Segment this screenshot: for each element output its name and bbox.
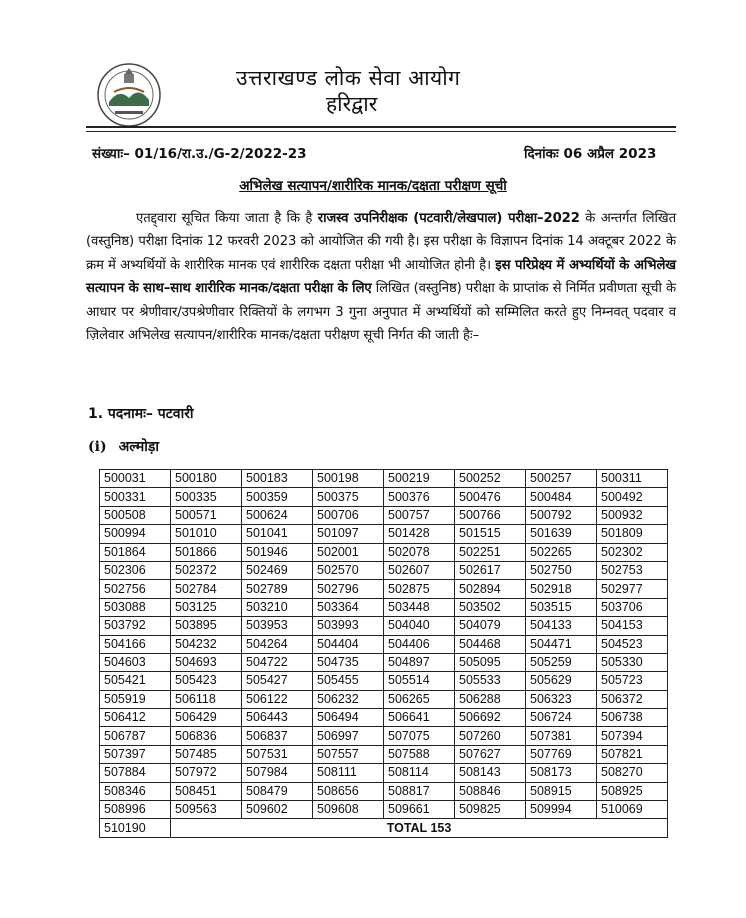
roll-number-cell: 510190 [100,819,171,837]
roll-number-cell: 505455 [313,672,384,690]
roll-number-cell: 505629 [526,672,597,690]
roll-number-cell: 504523 [597,635,668,653]
roll-number-cell: 500484 [526,488,597,506]
roll-number-cell: 504040 [384,617,455,635]
roll-number-table [99,469,668,838]
roll-number-cell: 507769 [526,745,597,763]
roll-number-cell: 507485 [171,745,242,763]
commission-emblem-icon [96,62,162,128]
roll-number-cell: 504079 [455,617,526,635]
roll-number-cell: 508656 [313,782,384,800]
roll-number-cell: 501428 [384,525,455,543]
roll-number-cell: 502302 [597,543,668,561]
roll-number-cell: 507627 [455,745,526,763]
roll-number-cell: 504897 [384,653,455,671]
roll-number-cell: 504404 [313,635,384,653]
roll-number-cell: 501866 [171,543,242,561]
roll-number-cell: 506118 [171,690,242,708]
roll-number-cell: 500335 [171,488,242,506]
roll-number-cell: 502372 [171,561,242,579]
roll-number-cell: 506641 [384,709,455,727]
roll-number-cell: 502251 [455,543,526,561]
roll-number-cell: 504735 [313,653,384,671]
roll-number-cell: 510069 [597,801,668,819]
roll-number-cell: 502977 [597,580,668,598]
roll-number-cell: 508996 [100,801,171,819]
roll-number-cell: 503953 [242,617,313,635]
table-row [100,709,668,727]
roll-number-cell: 502469 [242,561,313,579]
roll-number-cell: 504153 [597,617,668,635]
post-title: 1. पदनामः– पटवारी [88,406,194,422]
roll-number-cell: 508817 [384,782,455,800]
roll-number-cell: 507397 [100,745,171,763]
roll-number-cell: 502617 [455,561,526,579]
roll-number-cell: 508346 [100,782,171,800]
roll-number-cell: 502789 [242,580,313,598]
roll-number-cell: 503515 [526,598,597,616]
roll-number-cell: 507884 [100,764,171,782]
roll-number-cell: 506997 [313,727,384,745]
roll-number-cell: 503125 [171,598,242,616]
roll-number-cell: 508846 [455,782,526,800]
roll-number-cell: 501809 [597,525,668,543]
roll-number-cell: 506232 [313,690,384,708]
para-text-3: लिखित (वस्तुनिष्ठ) परीक्षा के प्राप्तांक से निर्मित प्रवीणता सूची के आधार पर श्रेणीवार/उपश्रेणीवार रिक्तियों के लगभग 3 गुना अनुपात में अभ्यर्थियों को सम्मिलित करते हुए निम्नवत् पदवार व ज़िलेवार अभिलेख सत्यापन/शारीरिक मानक/दक्षता परीक्षण सूची निर्गत की जाती हैः– [86,281,676,344]
roll-number-cell: 502756 [100,580,171,598]
roll-number-cell: 500624 [242,506,313,524]
roll-number-cell: 505723 [597,672,668,690]
roll-number-cell: 507260 [455,727,526,745]
table-row [100,598,668,616]
roll-number-cell: 506494 [313,709,384,727]
org-location: हरिद्वार [326,92,378,116]
roll-number-cell: 507972 [171,764,242,782]
table-row [100,782,668,800]
table-row [100,525,668,543]
roll-number-cell: 508143 [455,764,526,782]
roll-number-cell: 500198 [313,470,384,488]
roll-number-cell: 503895 [171,617,242,635]
table-row [100,690,668,708]
roll-number-cell: 503993 [313,617,384,635]
roll-number-cell: 506443 [242,709,313,727]
roll-number-cell: 505330 [597,653,668,671]
table-row [100,617,668,635]
notice-heading: अभिलेख सत्यापन/शारीरिक मानक/दक्षता परीक्षण सूची [239,178,507,194]
roll-number-cell: 508915 [526,782,597,800]
roll-number-cell: 503088 [100,598,171,616]
roll-number-cell: 502306 [100,561,171,579]
roll-number-cell: 502001 [313,543,384,561]
roll-number-cell: 502918 [526,580,597,598]
roll-number-cell: 509661 [384,801,455,819]
table-row [100,745,668,763]
roll-number-cell: 504722 [242,653,313,671]
roll-number-cell: 508451 [171,782,242,800]
roll-number-cell: 500031 [100,470,171,488]
roll-number-cell: 501639 [526,525,597,543]
roll-number-cell: 502078 [384,543,455,561]
roll-number-cell: 502894 [455,580,526,598]
roll-number-cell: 501946 [242,543,313,561]
roll-number-cell: 509608 [313,801,384,819]
roll-number-cell: 504133 [526,617,597,635]
roll-number-cell: 506837 [242,727,313,745]
roll-number-cell: 500492 [597,488,668,506]
roll-number-cell: 500376 [384,488,455,506]
roll-number-cell: 508925 [597,782,668,800]
district-heading [88,437,159,456]
roll-number-cell: 500257 [526,470,597,488]
roll-number-cell: 509994 [526,801,597,819]
roll-number-cell: 506412 [100,709,171,727]
roll-number-cell: 502750 [526,561,597,579]
roll-number-cell: 506429 [171,709,242,727]
roll-number-cell: 504693 [171,653,242,671]
roll-number-cell: 507984 [242,764,313,782]
date-value: 06 अप्रैल 2023 [563,146,657,162]
roll-number-cell: 502607 [384,561,455,579]
district-index: (i) [88,439,107,455]
roll-number-cell: 500183 [242,470,313,488]
roll-number-cell: 507588 [384,745,455,763]
date-label: दिनांकः [524,146,559,162]
roll-number-cell: 506692 [455,709,526,727]
roll-number-cell: 505421 [100,672,171,690]
roll-number-cell: 500508 [100,506,171,524]
roll-number-cell: 507394 [597,727,668,745]
header-divider-thin [86,131,676,132]
roll-number-cell: 505533 [455,672,526,690]
roll-number-cell: 503706 [597,598,668,616]
roll-number-cell: 504471 [526,635,597,653]
roll-number-cell: 505095 [455,653,526,671]
roll-number-cell: 505427 [242,672,313,690]
roll-number-cell: 509825 [455,801,526,819]
roll-number-cell: 502265 [526,543,597,561]
roll-number-cell: 500219 [384,470,455,488]
table-row [100,635,668,653]
roll-number-cell: 501515 [455,525,526,543]
roll-number-cell: 506288 [455,690,526,708]
roll-number-cell: 502753 [597,561,668,579]
roll-number-cell: 500932 [597,506,668,524]
roll-number-cell: 500331 [100,488,171,506]
roll-number-cell: 506122 [242,690,313,708]
table-row-total [100,819,668,837]
roll-number-cell: 501864 [100,543,171,561]
roll-number-cell: 506265 [384,690,455,708]
roll-number-cell: 507557 [313,745,384,763]
table-row [100,470,668,488]
district-name: अल्मोड़ा [118,439,159,455]
roll-number-cell: 504166 [100,635,171,653]
roll-number-cell: 500252 [455,470,526,488]
total-count: TOTAL 153 [171,819,668,837]
roll-number-cell: 502875 [384,580,455,598]
table-row [100,653,668,671]
roll-number-cell: 509602 [242,801,313,819]
table-row [100,727,668,745]
roll-number-cell: 504264 [242,635,313,653]
roll-number-cell: 508114 [384,764,455,782]
roll-number-cell: 508270 [597,764,668,782]
roll-number-cell: 504406 [384,635,455,653]
org-name: उत्तराखण्ड लोक सेवा आयोग [236,66,461,90]
notice-paragraph [86,207,676,347]
roll-number-cell: 505259 [526,653,597,671]
roll-number-cell: 501010 [171,525,242,543]
roll-number-cell: 503210 [242,598,313,616]
roll-number-cell: 500766 [455,506,526,524]
roll-number-cell: 500180 [171,470,242,488]
roll-number-cell: 508479 [242,782,313,800]
roll-number-cell: 501097 [313,525,384,543]
roll-number-cell: 506323 [526,690,597,708]
table-row [100,764,668,782]
table-row [100,580,668,598]
para-text-2: के अन्तर्गत लिखित (वस्तुनिष्ठ) परीक्षा दिनांक 12 फरवरी 2023 को आयोजित की गयी है। इस परीक्षा के विज्ञापन दिनांक 14 अक्टूबर 2022 के क्रम में अभ्यर्थियों के शारीरिक मानक एवं शारीरिक दक्षता परीक्षा भी आयोजित होनी है। [86,211,676,273]
roll-number-cell: 504468 [455,635,526,653]
table-row [100,488,668,506]
roll-number-cell: 502784 [171,580,242,598]
table-row [100,543,668,561]
table-row [100,561,668,579]
exam-name: राजस्व उपनिरीक्षक (पटवारी/लेखपाल) परीक्षा–2022 [317,211,580,226]
roll-number-cell: 506738 [597,709,668,727]
roll-number-cell: 507531 [242,745,313,763]
roll-number-cell: 504603 [100,653,171,671]
roll-number-cell: 500311 [597,470,668,488]
roll-number-cell: 507075 [384,727,455,745]
roll-number-cell: 507381 [526,727,597,745]
roll-number-cell: 503792 [100,617,171,635]
reference-number: संख्याः– 01/16/रा.उ./G-2/2022-23 [92,146,307,162]
roll-number-cell: 503502 [455,598,526,616]
roll-number-cell: 500994 [100,525,171,543]
roll-number-cell: 503448 [384,598,455,616]
roll-number-cell: 506724 [526,709,597,727]
header-divider [86,126,676,128]
roll-number-cell: 500757 [384,506,455,524]
roll-number-cell: 506836 [171,727,242,745]
roll-number-cell: 505919 [100,690,171,708]
roll-number-cell: 508173 [526,764,597,782]
para-emphasis: इस परिप्रेक्ष्य में अभ्यर्थियों के अभिलेख सत्यापन के साथ–साथ शारीरिक मानक/दक्षता परीक्षा के लिए [86,257,676,297]
roll-number-cell: 504232 [171,635,242,653]
table-row [100,801,668,819]
roll-number-cell: 500359 [242,488,313,506]
table-row [100,672,668,690]
roll-number-cell: 500476 [455,488,526,506]
roll-number-cell: 506787 [100,727,171,745]
roll-number-cell: 505423 [171,672,242,690]
roll-number-cell: 501041 [242,525,313,543]
roll-number-cell: 500571 [171,506,242,524]
roll-number-cell: 505514 [384,672,455,690]
table-row [100,506,668,524]
roll-number-cell: 506372 [597,690,668,708]
roll-number-cell: 500792 [526,506,597,524]
issue-date [524,144,656,162]
roll-number-cell: 500706 [313,506,384,524]
roll-number-cell: 508111 [313,764,384,782]
roll-number-cell: 502570 [313,561,384,579]
para-text-1: एतद्द्वारा सूचित किया जाता है कि है [136,211,318,226]
roll-number-cell: 507821 [597,745,668,763]
roll-number-cell: 503364 [313,598,384,616]
roll-number-cell: 500375 [313,488,384,506]
roll-number-cell: 502796 [313,580,384,598]
roll-number-cell: 509563 [171,801,242,819]
